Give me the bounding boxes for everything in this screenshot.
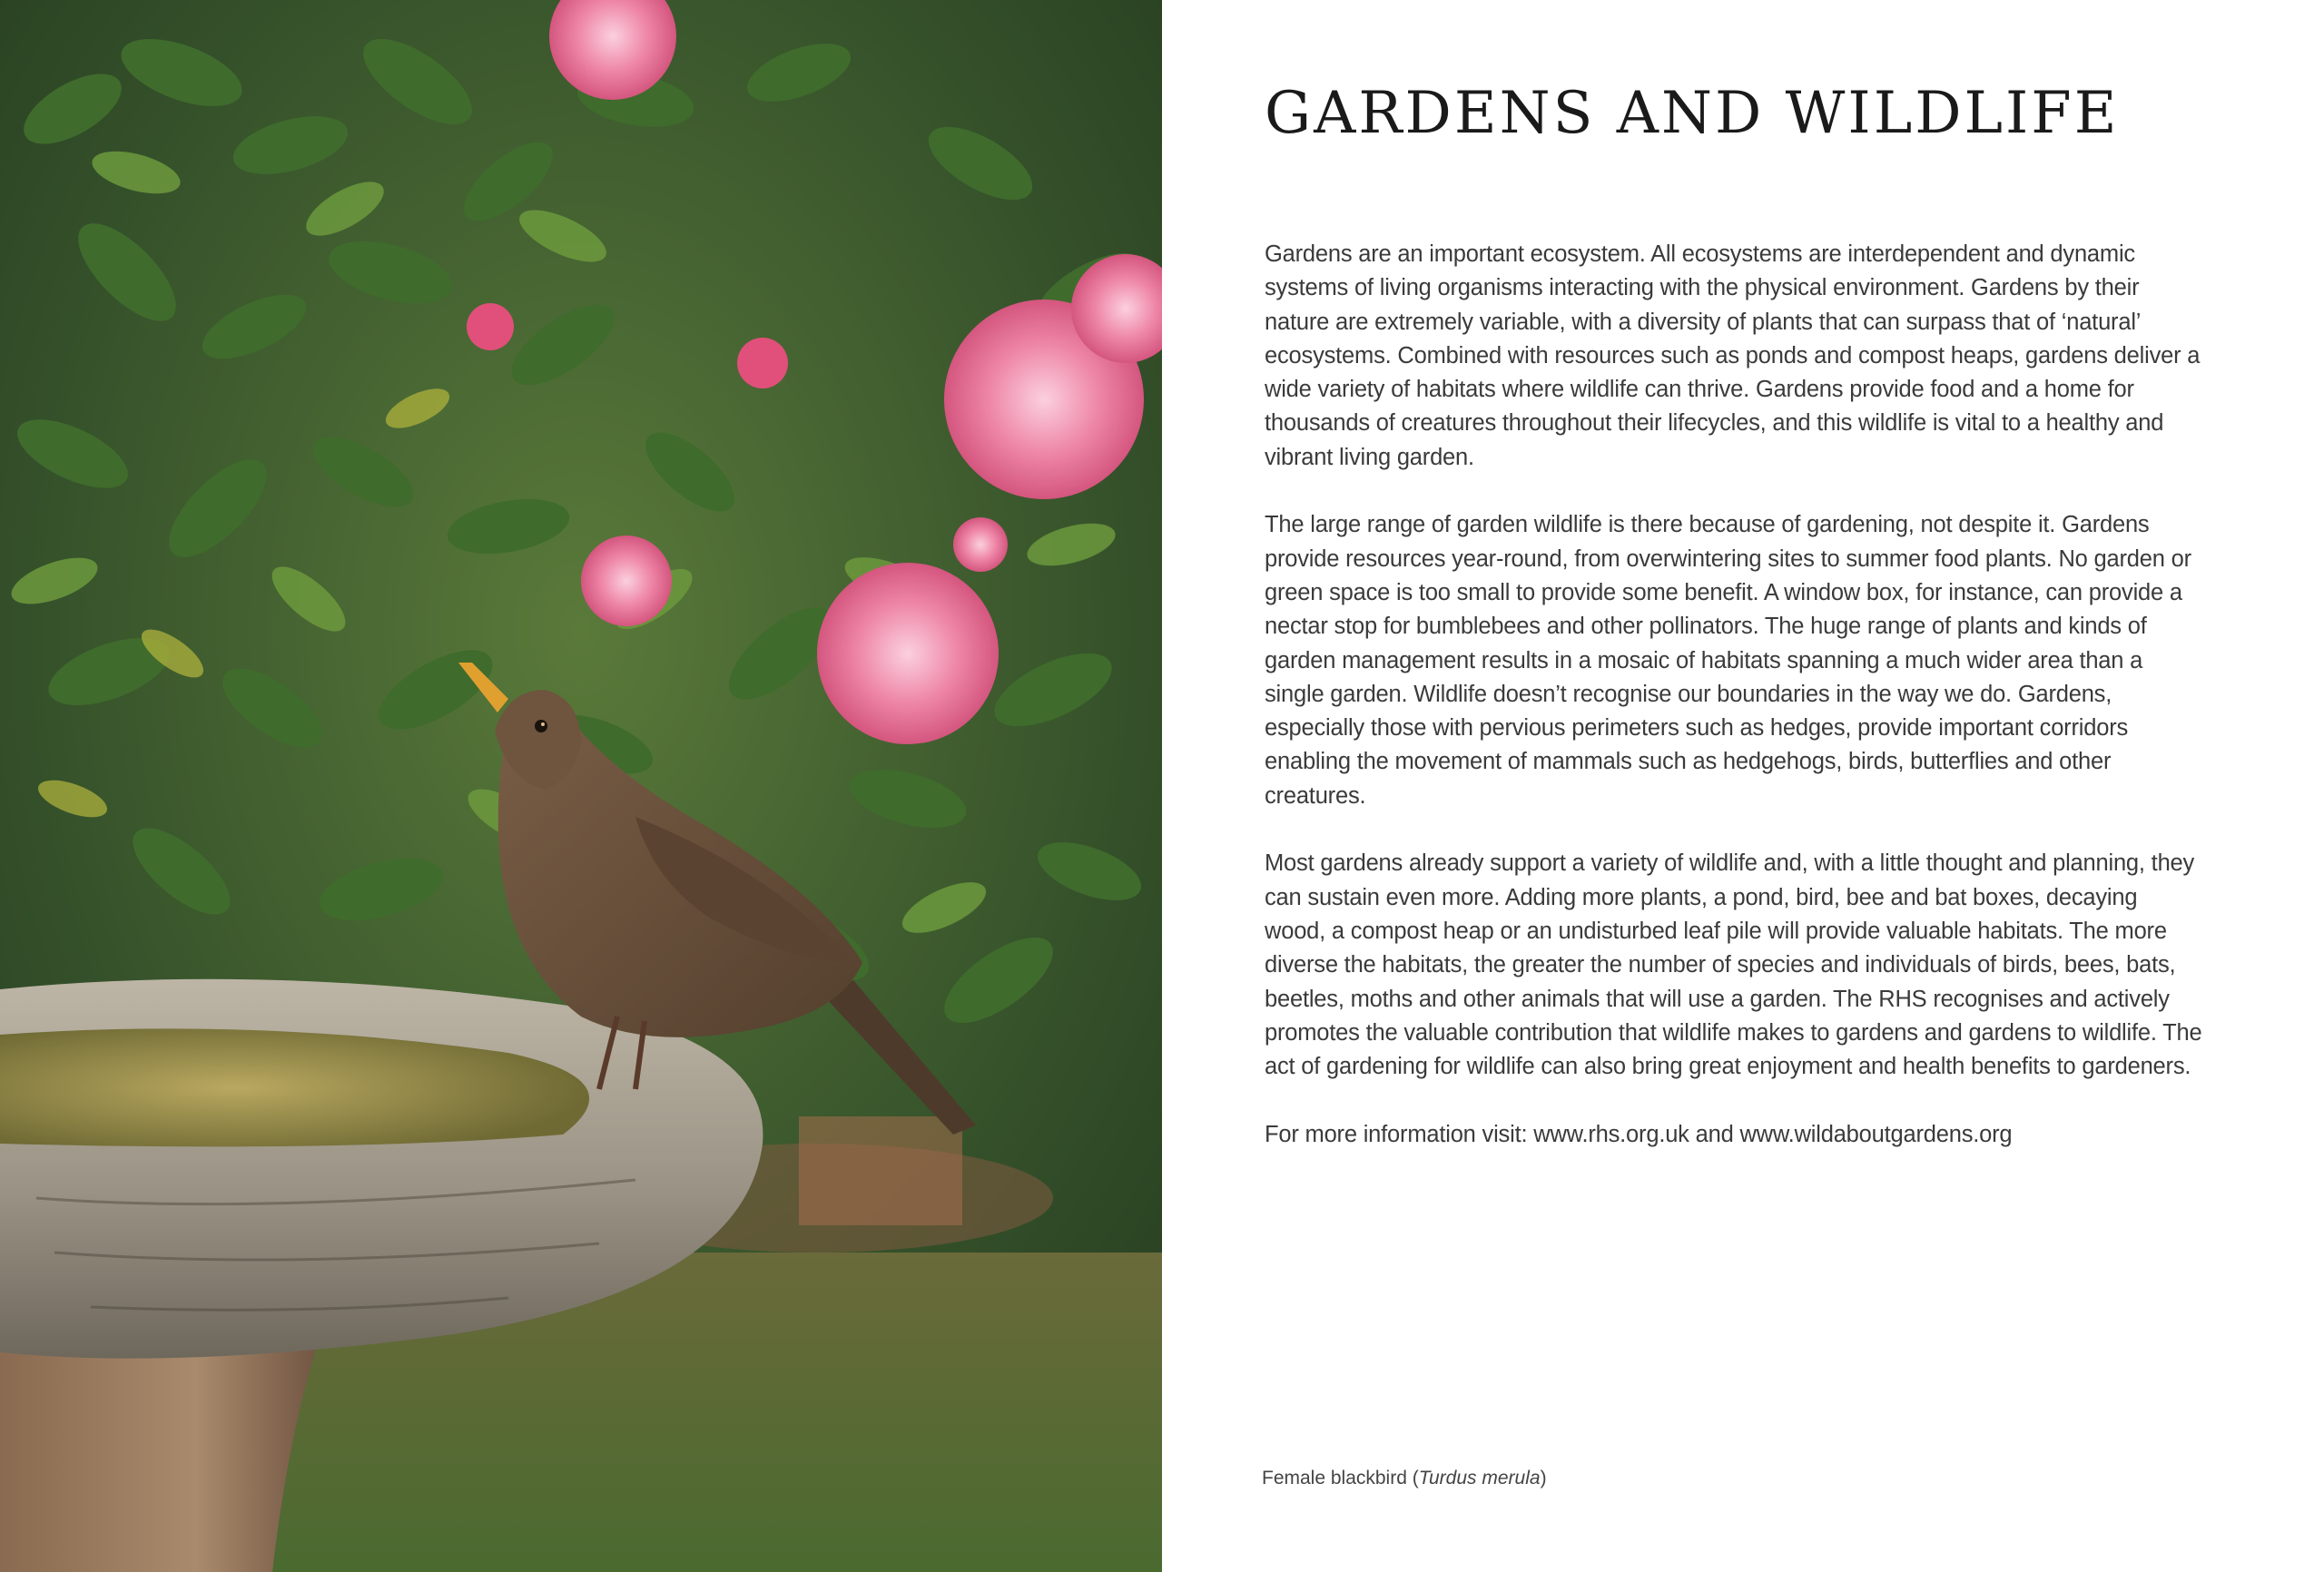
paragraph-ecosystem: Gardens are an important ecosystem. All ecosystems are interdependent and dynamic systems of living organisms interacting with the physical environment. Gardens by their nature are extremely variable, with a diversity of plants that can surpass that of ‘natural’ ecosystems. Combined with resources such as ponds and compost heaps, gardens deliver a wide variety of habitats where wildlife can thrive. Gardens provide food and a home for thousands of creatures throughout their lifecycles, and this wildlife is vital to a healthy and vibrant living garden.: [1265, 241, 2201, 470]
photo-caption: [1262, 1468, 1547, 1489]
paragraph-garden-wildlife-range: The large range of garden wildlife is there because of gardening, not despite it. Gardens provide resources year-round, from overwintering sites to summer food plants. No garden or green space is too small to provide some benefit. A window box, for instance, can provide a nectar stop for bumblebees and other pollinators. The huge range of plants and kinds of garden management results in a mosaic of habitats spanning a much wider area than a single garden. Wildlife doesn’t recognise our boundaries in the way we do. Gardens, especially those with pervious perimeters such as hedges, provide important corridors enabling the movement of mammals such as hedgehogs, birds, butterflies and other creatures.: [1265, 512, 2191, 809]
text-page: [1162, 0, 2324, 1572]
caption-prefix: Female blackbird (: [1262, 1468, 1419, 1488]
page-heading: GARDENS AND WILDLIFE: [1265, 80, 2120, 147]
caption-species: Turdus merula: [1418, 1468, 1541, 1488]
article-body: [1265, 238, 2204, 1185]
paragraph-more-information: For more information visit: www.rhs.org.uk and www.wildaboutgardens.org: [1265, 1121, 2013, 1147]
paragraph-support-wildlife: Most gardens already support a variety of wildlife and, with a little thought and planning, they can sustain even more. Adding more plants, a pond, bird, bee and bat boxes, decaying wood, a compost heap or an undisturbed leaf pile will provide valuable habitats. The more diverse the habitats, the greater the number of species and individuals of birds, bees, bats, beetles, moths and other animals that will use a garden. The RHS recognises and actively promotes the valuable contribution that wildlife makes to gardens and gardens to wildlife. The act of gardening for wildlife can also bring great enjoyment and health benefits to gardeners.: [1265, 850, 2202, 1080]
caption-suffix: ): [1540, 1468, 1547, 1488]
